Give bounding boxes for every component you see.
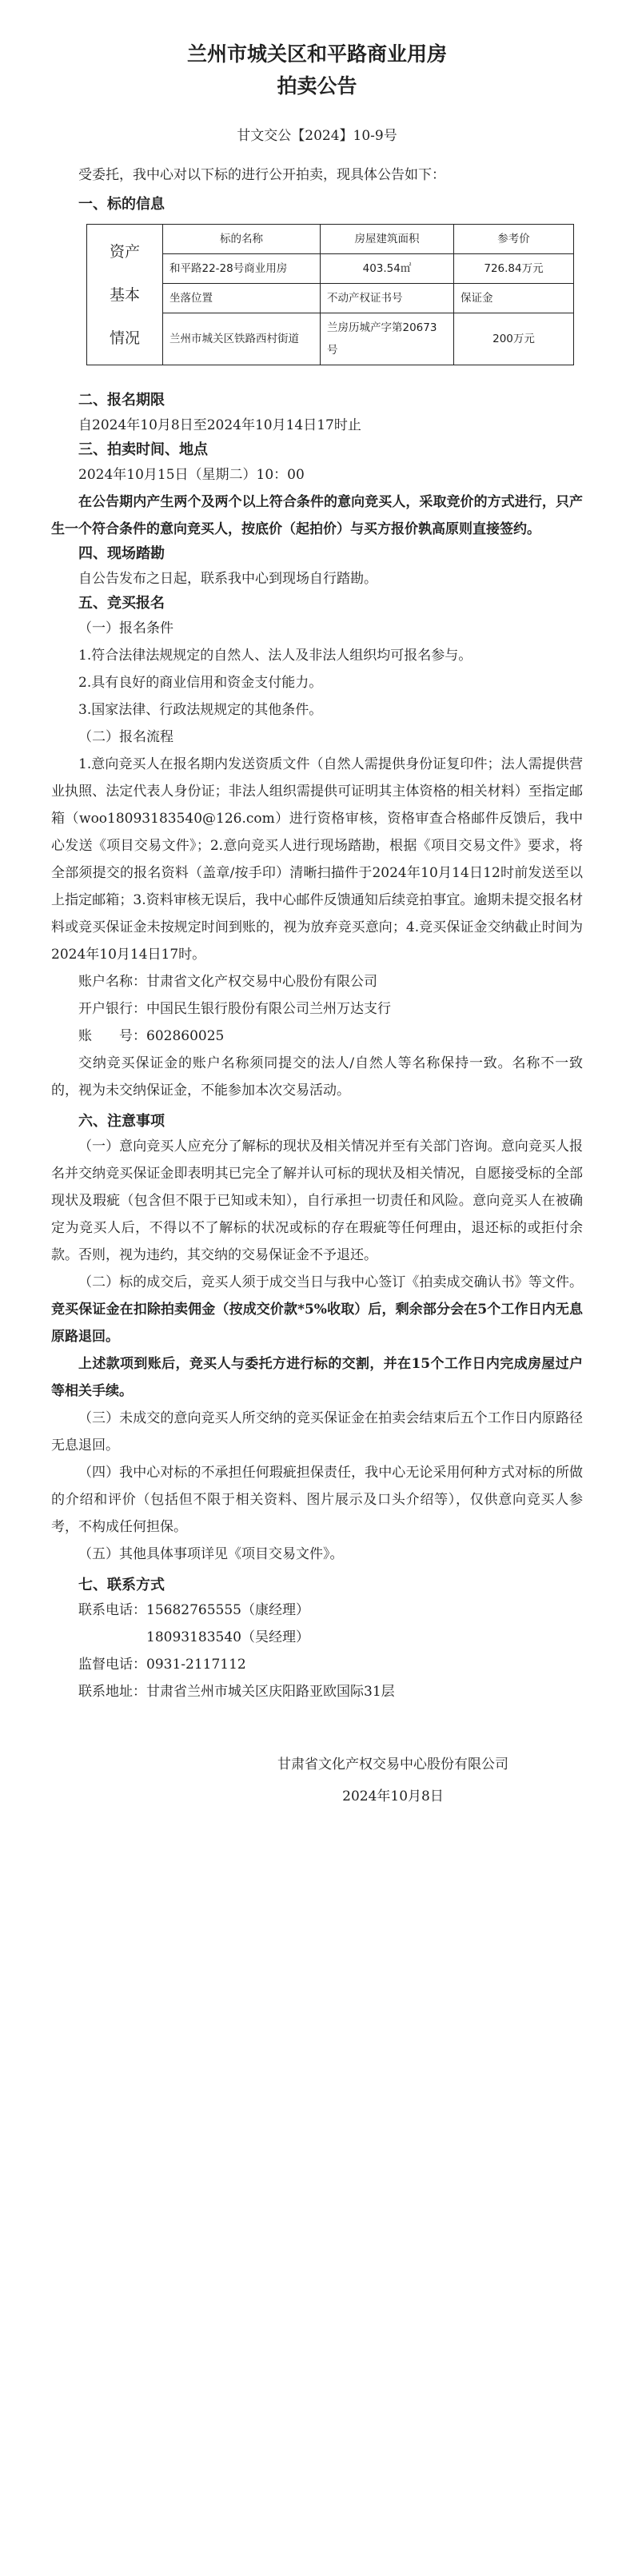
contact-address: 联系地址：甘肃省兰州市城关区庆阳路亚欧国际31层 — [78, 1684, 395, 1700]
cell-deposit: 200万元 — [454, 313, 574, 365]
registration-process-text: 1.意向竞买人在报名期内发送资质文件（自然人需提供身份证复印件；法人需提供营业执照、法定代表人身份证；非法人组织需提供可证明其主体资格的相关材料）至指定邮箱（woo18093183540@126.com）进行资格审核，资格审查合格邮件反馈后，我中心发送《项目交易文件》；2.意向竞买人进行现场踏勘，根据《项目交易文件》要求，将全部须提交的报名资料（盖章/按手印）清晰扫描件于2024年10月14日12时前发送至以上指定邮箱；3.资料审核无误后，我中心邮件反馈通知后续竞拍事宜。逾期未提交报名材料或竞买保证金未按规定时间到账的，视为放弃竞买意向；4.竞买保证金交纳截止时间为2024年10月14日17时。 — [51, 756, 583, 963]
notice-1: （一）意向竞买人应充分了解标的现状及相关情况并至有关部门咨询。意向竞买人报名并交纳竞买保证金即表明其已完全了解并认可标的现状及相关情况，自愿接受标的全部现状及瑕疵（包含但不限于已知或未知），自行承担一切责任和风险。意向竞买人在被确定为竞买人后，不得以不了解标的状况或标的存在瑕疵等任何理由，退还标的或拒付余款。否则，视为违约，其交纳的交易保证金不予退还。 — [51, 1138, 583, 1263]
header-cert: 不动产权证书号 — [321, 284, 454, 313]
contact-phone-label: 联系电话： — [78, 1602, 146, 1618]
account-name-note: 交纳竞买保证金的账户名称须同提交的法人/自然人等名称保持一致。名称不一致的，视为未交纳保证金，不能参加本次交易活动。 — [51, 1055, 583, 1099]
title-line-1: 兰州市城关区和平路商业用房 — [186, 42, 447, 66]
header-location: 坐落位置 — [163, 284, 321, 313]
header-area: 房屋建筑面积 — [321, 225, 454, 254]
intro-paragraph: 受委托，我中心对以下标的进行公开拍卖，现具体公告如下： — [78, 167, 445, 183]
registration-conditions-heading: （一）报名条件 — [78, 620, 173, 636]
signature-block — [51, 1749, 583, 1812]
account-name: 账户名称：甘肃省文化产权交易中心股份有限公司 — [78, 974, 377, 990]
notice-3: （三）未成交的意向竞买人所交纳的竞买保证金在拍卖会结束后五个工作日内原路径无息退回。 — [51, 1410, 583, 1453]
title-line-2: 拍卖公告 — [277, 74, 357, 98]
section-7-heading: 七、联系方式 — [78, 1577, 165, 1593]
cell-area: 403.54㎡ — [321, 254, 454, 284]
registration-process-heading: （二）报名流程 — [78, 729, 173, 745]
condition-1: 1.符合法律法规规定的自然人、法人及非法人组织均可报名参与。 — [78, 648, 473, 664]
auction-rule: 在公告期内产生两个及两个以上符合条件的意向竞买人，采取竞价的方式进行，只产生一个符合条件的意向竞买人，按底价（起拍价）与买方报价孰高原则直接签约。 — [51, 494, 583, 537]
asset-side-label — [87, 225, 163, 365]
cell-cert: 兰房历城产字第20673号 — [321, 313, 454, 365]
page-title — [51, 38, 583, 102]
notice-2 — [51, 1269, 583, 1350]
auction-time: 2024年10月15日（星期二）10：00 — [78, 467, 305, 483]
section-5-heading: 五、竞买报名 — [78, 595, 165, 612]
cell-location: 兰州市城关区铁路西村街道 — [163, 313, 321, 365]
signature-date: 2024年10月8日 — [342, 1788, 444, 1804]
phone-kang: 15682765555（康经理） — [146, 1602, 309, 1618]
side-label-3: 情况 — [109, 329, 140, 347]
account-number: 账 号：602860025 — [78, 1028, 225, 1044]
notice-2-bold: 竞买保证金在扣除拍卖佣金（按成交价款*5%收取）后，剩余部分会在5个工作日内无息原路退回。 — [51, 1302, 583, 1345]
registration-period: 自2024年10月8日至2024年10月14日17时止 — [78, 417, 361, 433]
notice-transfer: 上述款项到账后，竞买人与委托方进行标的交割，并在15个工作日内完成房屋过户等相关手续。 — [51, 1356, 583, 1399]
contact-phone-1 — [51, 1597, 583, 1624]
asset-info-table — [86, 224, 574, 365]
notice-2-normal: （二）标的成交后，竞买人须于成交当日与我中心签订《拍卖成交确认书》等文件。 — [78, 1274, 583, 1290]
section-4-heading: 四、现场踏勘 — [78, 545, 165, 562]
section-2-heading: 二、报名期限 — [78, 392, 165, 409]
document-number: 甘文交公【2024】10-9号 — [237, 128, 397, 144]
site-visit-text: 自公告发布之日起，联系我中心到现场自行踏勘。 — [78, 571, 377, 587]
cell-price: 726.84万元 — [454, 254, 574, 284]
account-bank: 开户银行：中国民生银行股份有限公司兰州万达支行 — [78, 1001, 391, 1017]
section-1-heading: 一、标的信息 — [78, 196, 165, 213]
side-label-2: 基本 — [109, 285, 140, 304]
header-deposit: 保证金 — [454, 284, 574, 313]
header-price: 参考价 — [454, 225, 574, 254]
signature-org: 甘肃省文化产权交易中心股份有限公司 — [277, 1757, 508, 1772]
header-name: 标的名称 — [163, 225, 321, 254]
section-3-heading: 三、拍卖时间、地点 — [78, 441, 208, 458]
condition-3: 3.国家法律、行政法规规定的其他条件。 — [78, 702, 323, 718]
notice-5: （五）其他具体事项详见《项目交易文件》。 — [78, 1546, 344, 1562]
contact-phone-2: 18093183540（吴经理） — [146, 1629, 309, 1645]
section-6-heading: 六、注意事项 — [78, 1113, 165, 1130]
condition-2: 2.具有良好的商业信用和资金支付能力。 — [78, 675, 323, 691]
cell-asset-name: 和平路22-28号商业用房 — [163, 254, 321, 284]
notice-4: （四）我中心对标的不承担任何瑕疵担保责任，我中心无论采用何种方式对标的所做的介绍和评价（包括但不限于相关资料、图片展示及口头介绍等），仅供意向竞买人参考，不构成任何担保。 — [51, 1465, 583, 1535]
side-label-1: 资产 — [109, 242, 140, 261]
supervision-phone: 监督电话：0931-2117112 — [78, 1657, 246, 1673]
